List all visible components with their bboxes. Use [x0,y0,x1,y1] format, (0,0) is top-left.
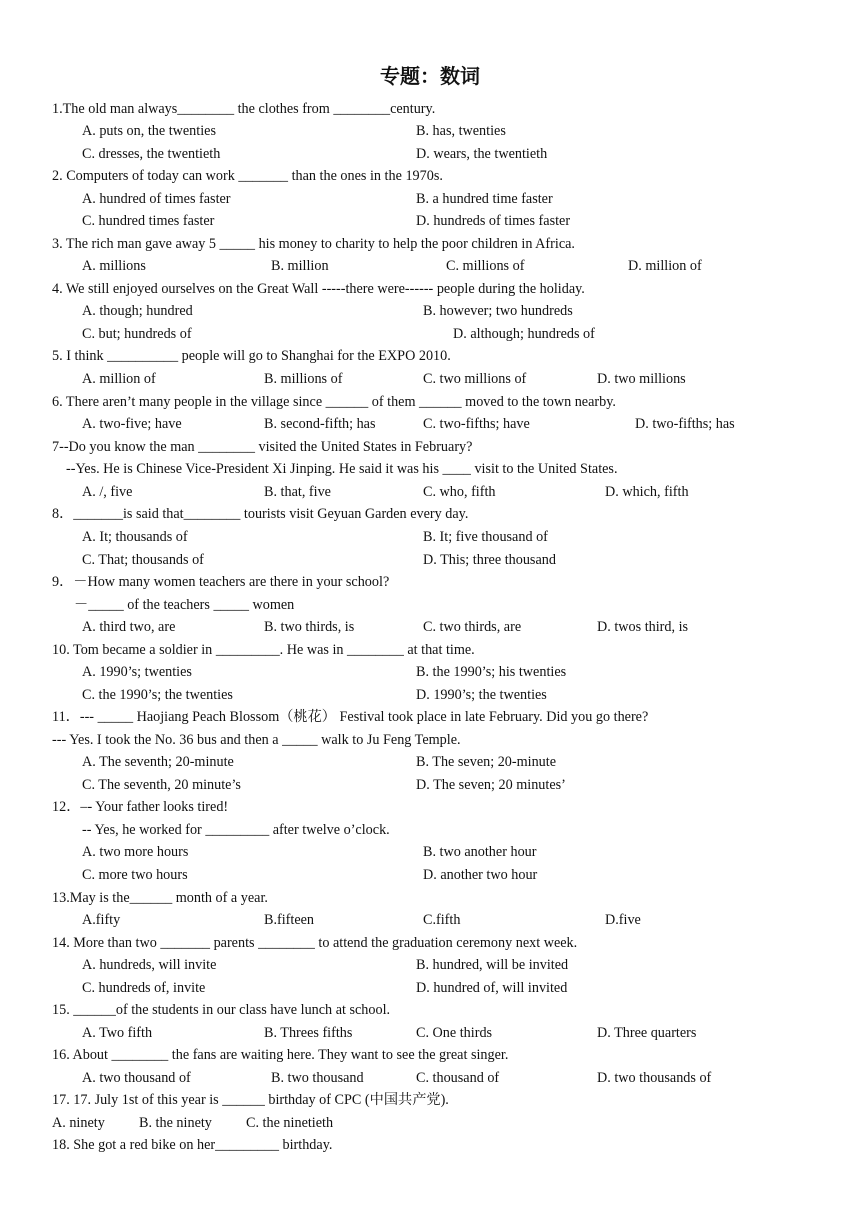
question-text: 2. Computers of today can work _______ than the ones in the 1970s. [52,168,443,184]
answer-option: D. Three quarters [597,1025,697,1041]
question-text: 18. She got a red bike on her_________ birthday. [52,1137,333,1153]
question-text: 17. 17. July 1st of this year is ______ birthday of CPC (中国共产党). [52,1092,449,1108]
answer-option: D. which, fifth [605,484,689,500]
answer-option: D. two thousands of [597,1070,712,1086]
answer-option: D. hundred of, will invited [416,980,568,996]
answer-option: C. One thirds [416,1025,493,1041]
answer-option: A. hundreds, will invite [82,957,217,973]
answer-option: B. two thousand [271,1070,364,1086]
answer-option: C. That; thousands of [82,552,204,568]
answer-option: C. thousand of [416,1070,500,1086]
question-text: 12．–- Your father looks tired! [52,799,229,815]
question-text: -- Yes, he worked for _________ after twelve o’clock. [82,822,390,838]
answer-option: D. another two hour [423,867,538,883]
answer-option: A. two thousand of [82,1070,191,1086]
answer-option: B. that, five [264,484,331,500]
answer-option: B. however; two hundreds [423,303,573,319]
answer-option: C. the ninetieth [246,1115,334,1131]
question-text: 16. About ________ the fans are waiting here. They want to see the great singer. [52,1047,509,1063]
answer-option: C.fifth [423,912,461,928]
answer-option: C. more two hours [82,867,188,883]
answer-option: A. third two, are [82,619,176,635]
question-text: 13.May is the______ month of a year. [52,890,268,906]
answer-option: D. This; three thousand [423,552,556,568]
answer-option: C. hundred times faster [82,213,215,229]
page-title: 专题：数词 [380,64,480,88]
answer-option: D. million of [628,258,702,274]
answer-option: A. hundred of times faster [82,191,231,207]
answer-option: C. the 1990’s; the twenties [82,687,233,703]
answer-option: B. It; five thousand of [423,529,548,545]
answer-option: B. Threes fifths [264,1025,353,1041]
question-text: 10. Tom became a soldier in _________. He was in ________ at that time. [52,642,475,658]
answer-option: A. ninety [52,1115,105,1131]
answer-option: A. puts on, the twenties [82,123,216,139]
answer-option: C. two thirds, are [423,619,522,635]
answer-option: D. wears, the twentieth [416,146,548,162]
answer-option: C. two-fifths; have [423,416,530,432]
answer-option: D. The seven; 20 minutes’ [416,777,566,793]
answer-option: B.fifteen [264,912,315,928]
answer-option: B. a hundred time faster [416,191,553,207]
answer-option: C. dresses, the twentieth [82,146,221,162]
answer-option: B. hundred, will be invited [416,957,569,973]
answer-option: C. who, fifth [423,484,496,500]
answer-option: A. The seventh; 20-minute [82,754,234,770]
answer-option: D. hundreds of times faster [416,213,571,229]
answer-option: A. millions [82,258,146,274]
answer-option: D.five [605,912,641,928]
answer-option: B. two thirds, is [264,619,355,635]
question-text: 14. More than two _______ parents ________ to attend the graduation ceremony next week. [52,935,578,951]
answer-option: B. million [271,258,329,274]
question-text: --- Yes. I took the No. 36 bus and then a _____ walk to Ju Feng Temple. [52,732,461,748]
answer-option: B. second-fifth; has [264,416,376,432]
question-text: 6. There aren’t many people in the village since ______ of them ______ moved to the town nearby. [52,394,616,410]
answer-option: B. has, twenties [416,123,506,139]
answer-option: C. hundreds of, invite [82,980,206,996]
question-text: 15. ______of the students in our class have lunch at school. [52,1002,391,1018]
question-text: 1.The old man always________ the clothes from ________century. [52,101,436,117]
question-text: 8．_______is said that________ tourists visit Geyuan Garden every day. [52,506,469,522]
answer-option: B. millions of [264,371,343,387]
question-text: 4. We still enjoyed ourselves on the Great Wall -----there were------ people during the holiday. [52,281,585,297]
question-text: 9．－How many women teachers are there in your school? [52,574,390,590]
answer-option: A. two more hours [82,844,189,860]
question-text: 11．--- _____ Haojiang Peach Blossom（桃花） Festival took place in late February. Did you go there? [52,709,649,725]
answer-option: D. two millions [597,371,686,387]
question-text: 5. I think __________ people will go to Shanghai for the EXPO 2010. [52,348,451,364]
answer-option: B. The seven; 20-minute [416,754,557,770]
answer-option: A. million of [82,371,156,387]
answer-option: D. although; hundreds of [453,326,595,342]
answer-option: A. though; hundred [82,303,193,319]
answer-option: B. the ninety [139,1115,212,1131]
question-text: 7--Do you know the man ________ visited the United States in February? [52,439,473,455]
answer-option: A. two-five; have [82,416,182,432]
answer-option: A. 1990’s; twenties [82,664,192,680]
answer-option: A.fifty [82,912,121,928]
answer-option: C. The seventh, 20 minute’s [82,777,241,793]
answer-option: D. twos third, is [597,619,689,635]
answer-option: C. but; hundreds of [82,326,192,342]
answer-option: D. two-fifths; has [635,416,735,432]
answer-option: A. Two fifth [82,1025,153,1041]
answer-option: B. two another hour [423,844,537,860]
answer-option: A. It; thousands of [82,529,188,545]
question-text: －_____ of the teachers _____ women [74,597,295,613]
answer-option: B. the 1990’s; his twenties [416,664,567,680]
question-text: 3. The rich man gave away 5 _____ his money to charity to help the poor children in Africa. [52,236,575,252]
answer-option: A. /, five [82,484,133,500]
answer-option: D. 1990’s; the twenties [416,687,547,703]
answer-option: C. millions of [446,258,525,274]
question-text: --Yes. He is Chinese Vice-President Xi Jinping. He said it was his ____ visit to the United States. [66,461,618,477]
answer-option: C. two millions of [423,371,527,387]
